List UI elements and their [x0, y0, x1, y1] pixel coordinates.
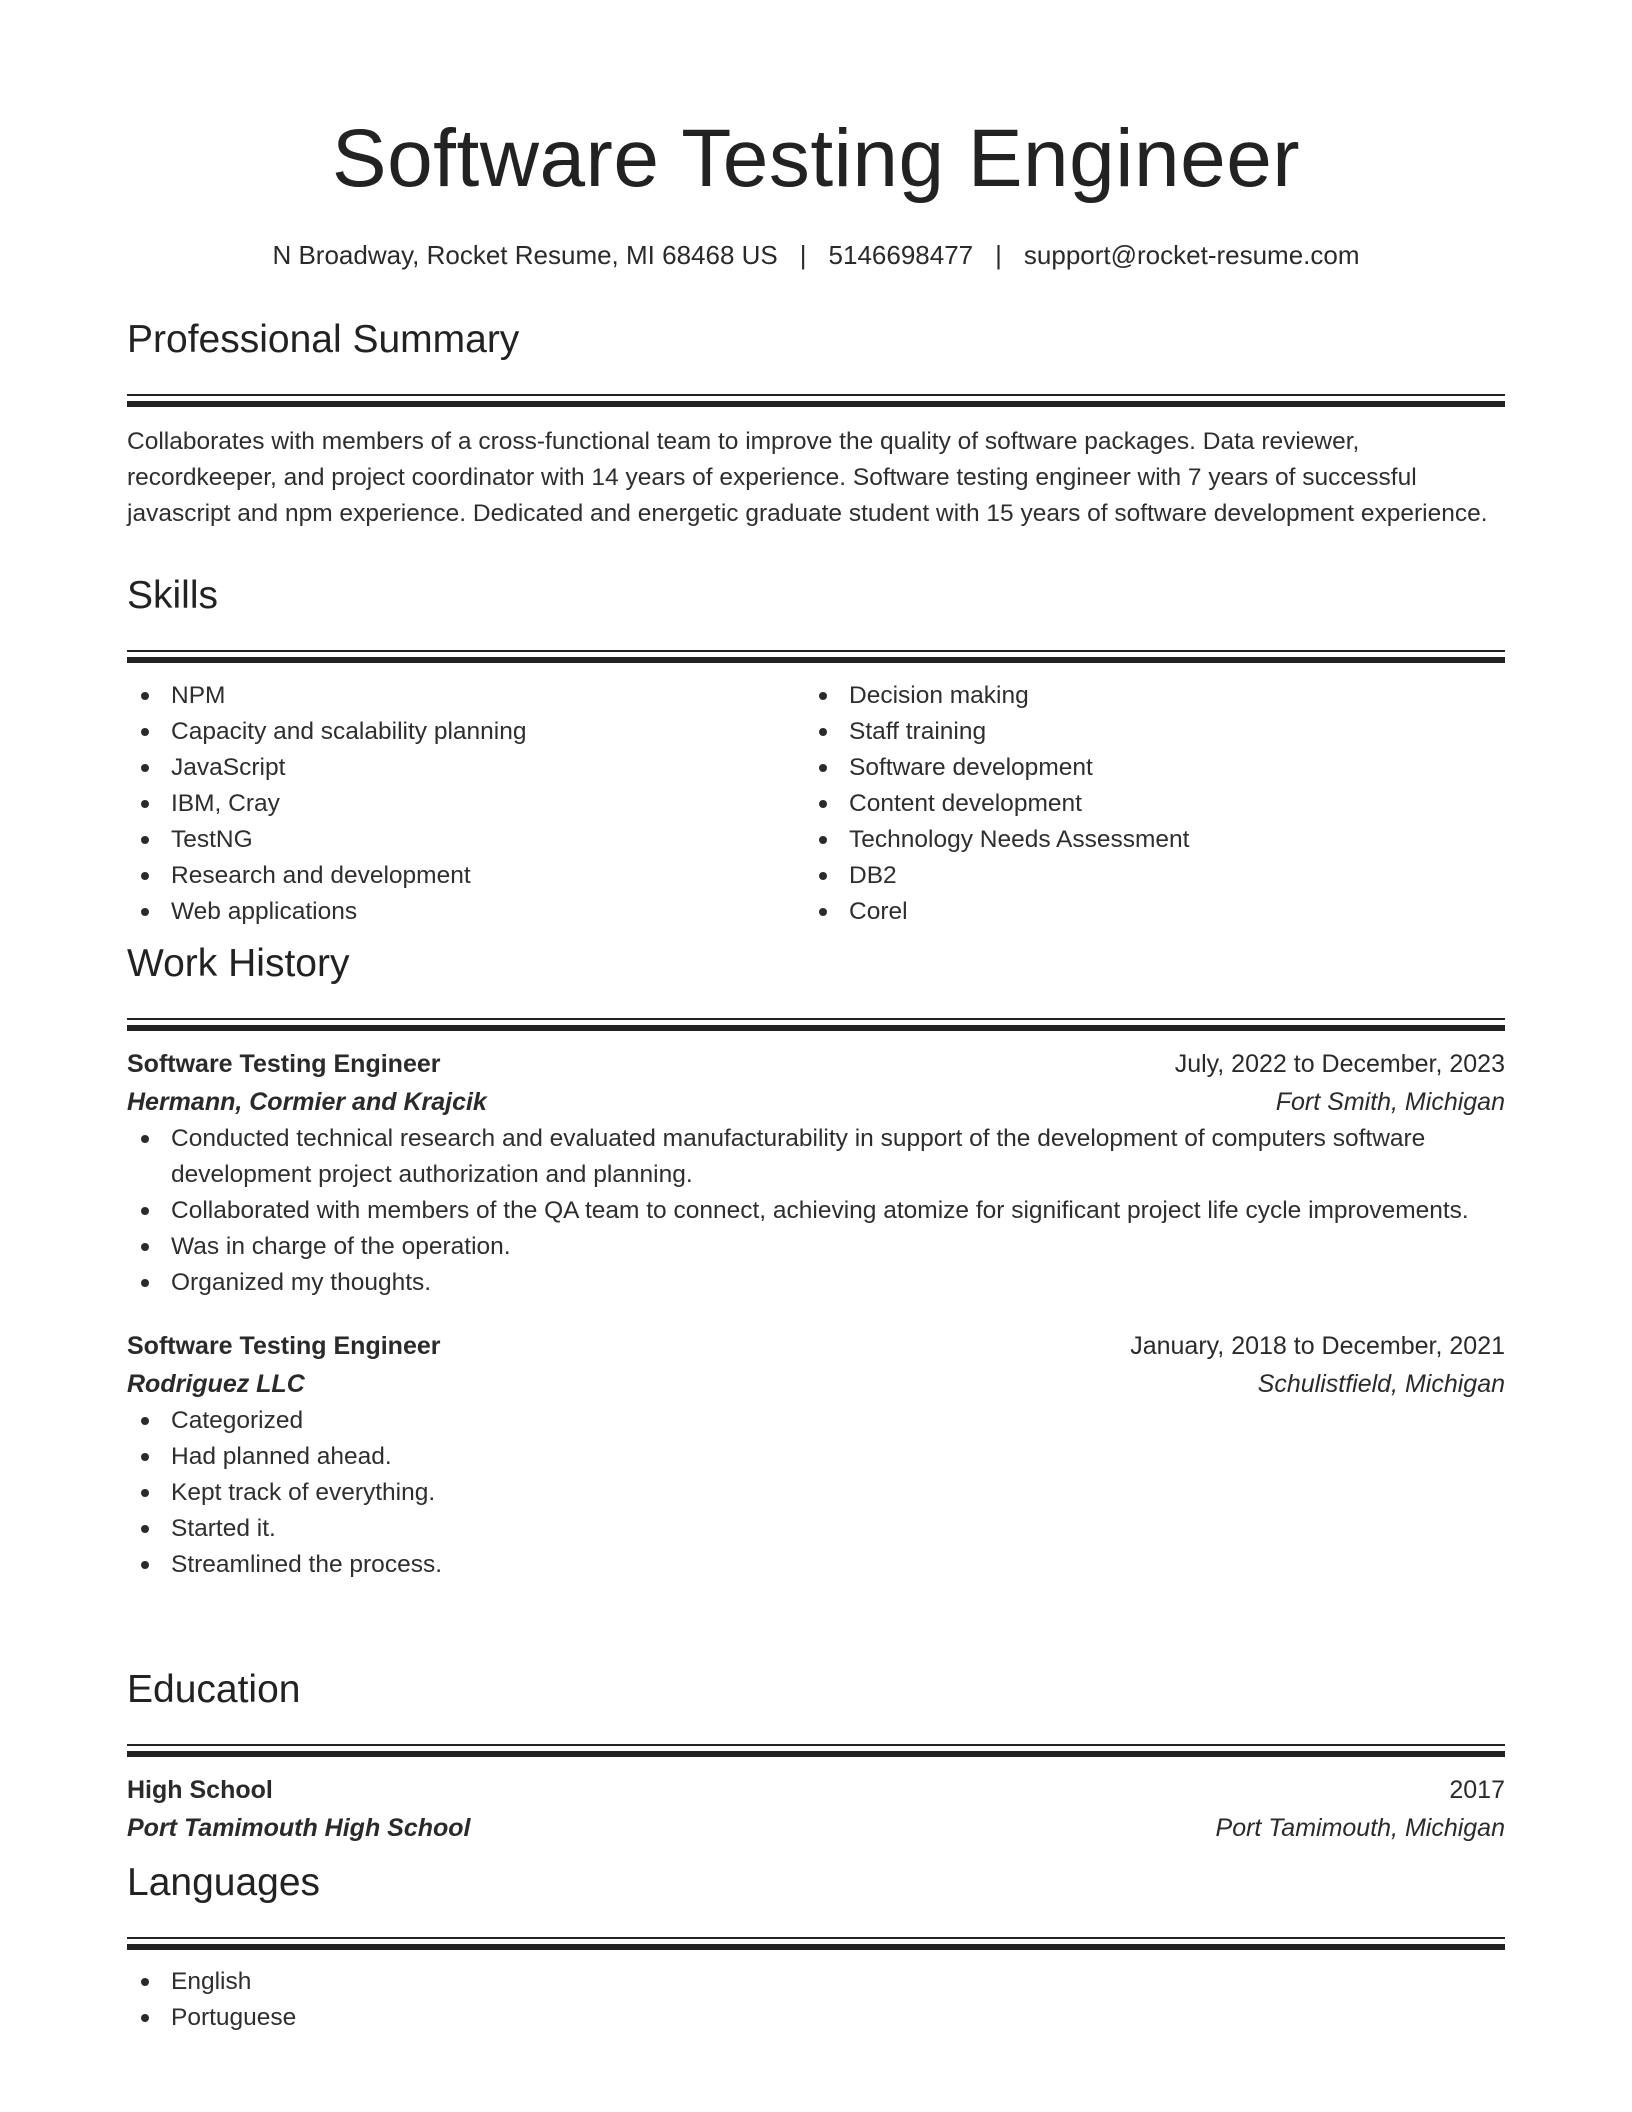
- section-divider-thick: [127, 1025, 1505, 1031]
- bullet-icon: [141, 872, 149, 880]
- skill-label: Content development: [849, 790, 1082, 817]
- education-heading: Education: [127, 1668, 301, 1711]
- skill-item: [127, 750, 805, 786]
- duty-text: Organized my thoughts.: [171, 1269, 432, 1296]
- skills-section: [127, 576, 1505, 930]
- skills-columns: [127, 678, 1505, 930]
- skill-item: [805, 786, 1483, 822]
- job-dates: July, 2022 to December, 2023: [1174, 1050, 1505, 1078]
- duty-item: [127, 1403, 1505, 1439]
- section-divider-thick: [127, 1944, 1505, 1950]
- job-header: [127, 1327, 1505, 1365]
- job-header: [127, 1045, 1505, 1083]
- bullet-icon: [141, 1978, 149, 1986]
- section-divider: [127, 1744, 1505, 1746]
- bullet-icon: [819, 800, 827, 808]
- skill-item: [805, 750, 1483, 786]
- language-item: [127, 1964, 1505, 2000]
- section-divider-thick: [127, 401, 1505, 407]
- education-year: 2017: [1449, 1776, 1505, 1804]
- job-subheader: [127, 1365, 1505, 1403]
- bullet-icon: [141, 836, 149, 844]
- skill-label: Capacity and scalability planning: [171, 718, 527, 745]
- duty-text: Was in charge of the operation.: [171, 1233, 511, 1260]
- job-entry: [127, 1045, 1505, 1301]
- bullet-icon: [819, 872, 827, 880]
- skills-list-right: [805, 678, 1483, 930]
- duty-text: Categorized: [171, 1407, 304, 1434]
- summary-heading: Professional Summary: [127, 318, 520, 361]
- bullet-icon: [819, 728, 827, 736]
- contact-phone: 5146698477: [828, 240, 974, 270]
- job-title: Software Testing Engineer: [127, 1050, 441, 1078]
- bullet-icon: [141, 1417, 149, 1425]
- education-degree: High School: [127, 1776, 273, 1804]
- bullet-icon: [141, 1453, 149, 1461]
- education-header: [127, 1771, 1505, 1809]
- job-location: Schulistfield, Michigan: [1257, 1370, 1505, 1398]
- skill-label: TestNG: [171, 826, 253, 853]
- bullet-icon: [141, 1489, 149, 1497]
- section-divider: [127, 1018, 1505, 1020]
- skill-item: [805, 894, 1483, 930]
- language-label: Portuguese: [171, 2004, 297, 2031]
- duty-item: [127, 1547, 1505, 1583]
- skill-item: [127, 678, 805, 714]
- skill-item: [127, 858, 805, 894]
- languages-section: [127, 1863, 1505, 2036]
- skill-label: Web applications: [171, 898, 358, 925]
- bullet-icon: [141, 2014, 149, 2022]
- section-divider: [127, 1937, 1505, 1939]
- job-subheader: [127, 1083, 1505, 1121]
- skill-item: [127, 714, 805, 750]
- bullet-icon: [819, 908, 827, 916]
- language-item: [127, 2000, 1505, 2036]
- bullet-icon: [141, 1525, 149, 1533]
- section-divider: [127, 650, 1505, 652]
- skills-heading: Skills: [127, 574, 219, 617]
- duty-text: Collaborated with members of the QA team to connect, achieving atomize for significant project life cycle improvements.: [171, 1197, 1469, 1224]
- bullet-icon: [141, 764, 149, 772]
- job-duties: [127, 1121, 1505, 1301]
- education-location: Port Tamimouth, Michigan: [1215, 1814, 1505, 1842]
- summary-text: Collaborates with members of a cross-functional team to improve the quality of software packages. Data reviewer, recordkeeper, and project coordinator with 14 years of experience. Software testing engineer with 7 years of successful javascript and npm experience. Dedicated and energetic graduate student with 15 years of software development experience.: [127, 428, 1488, 527]
- skill-label: Corel: [849, 898, 908, 925]
- education-subheader: [127, 1809, 1505, 1847]
- bullet-icon: [141, 1243, 149, 1251]
- duty-item: [127, 1439, 1505, 1475]
- bullet-icon: [819, 692, 827, 700]
- education-entry: [127, 1771, 1505, 1847]
- job-location: Fort Smith, Michigan: [1275, 1088, 1505, 1116]
- skills-list-left: [127, 678, 805, 930]
- contact-separator: |: [995, 240, 1002, 270]
- bullet-icon: [141, 728, 149, 736]
- duty-text: Conducted technical research and evaluated manufacturability in support of the development of computers software development project authorization and planning.: [171, 1125, 1426, 1188]
- duty-item: [127, 1121, 1505, 1193]
- resume-name: Software Testing Engineer: [331, 113, 1301, 204]
- skill-label: IBM, Cray: [171, 790, 280, 817]
- bullet-icon: [141, 1135, 149, 1143]
- skill-label: DB2: [849, 862, 897, 889]
- contact-line: [127, 240, 1505, 271]
- section-divider: [127, 394, 1505, 396]
- work-history-heading: Work History: [127, 942, 350, 985]
- bullet-icon: [141, 1279, 149, 1287]
- duty-text: Kept track of everything.: [171, 1479, 436, 1506]
- job-duties: [127, 1403, 1505, 1583]
- skill-label: JavaScript: [171, 754, 286, 781]
- skill-label: Software development: [849, 754, 1093, 781]
- duty-item: [127, 1475, 1505, 1511]
- job-company: Rodriguez LLC: [127, 1370, 305, 1398]
- duty-text: Started it.: [171, 1515, 276, 1542]
- bullet-icon: [819, 764, 827, 772]
- work-history-section: [127, 944, 1505, 1583]
- education-section: [127, 1670, 1505, 1847]
- skill-item: [805, 858, 1483, 894]
- contact-address: N Broadway, Rocket Resume, MI 68468 US: [272, 240, 778, 270]
- skill-item: [805, 678, 1483, 714]
- duty-item: [127, 1193, 1505, 1229]
- skill-item: [805, 714, 1483, 750]
- section-divider-thick: [127, 657, 1505, 663]
- skill-label: Staff training: [849, 718, 987, 745]
- skill-label: NPM: [171, 682, 226, 709]
- duty-text: Streamlined the process.: [171, 1551, 442, 1578]
- duty-item: [127, 1265, 1505, 1301]
- skill-label: Technology Needs Assessment: [849, 826, 1190, 853]
- contact-email: support@rocket-resume.com: [1023, 240, 1360, 270]
- bullet-icon: [141, 692, 149, 700]
- skill-label: Decision making: [849, 682, 1029, 709]
- education-school: Port Tamimouth High School: [127, 1814, 471, 1842]
- skill-item: [805, 822, 1483, 858]
- job-company: Hermann, Cormier and Krajcik: [127, 1088, 487, 1116]
- contact-separator: |: [799, 240, 807, 270]
- skill-item: [127, 786, 805, 822]
- skill-item: [127, 894, 805, 930]
- bullet-icon: [141, 800, 149, 808]
- bullet-icon: [141, 1207, 149, 1215]
- duty-text: Had planned ahead.: [171, 1443, 392, 1470]
- bullet-icon: [141, 1561, 149, 1569]
- duty-item: [127, 1511, 1505, 1547]
- languages-heading: Languages: [127, 1861, 321, 1904]
- job-dates: January, 2018 to December, 2021: [1130, 1332, 1505, 1360]
- bullet-icon: [819, 836, 827, 844]
- skill-item: [127, 822, 805, 858]
- job-entry: [127, 1327, 1505, 1583]
- bullet-icon: [141, 908, 149, 916]
- skill-label: Research and development: [171, 862, 471, 889]
- summary-section: [127, 320, 1505, 532]
- section-divider-thick: [127, 1751, 1505, 1757]
- languages-list: [127, 1964, 1505, 2036]
- duty-item: [127, 1229, 1505, 1265]
- language-label: English: [171, 1968, 252, 1995]
- job-title: Software Testing Engineer: [127, 1332, 441, 1360]
